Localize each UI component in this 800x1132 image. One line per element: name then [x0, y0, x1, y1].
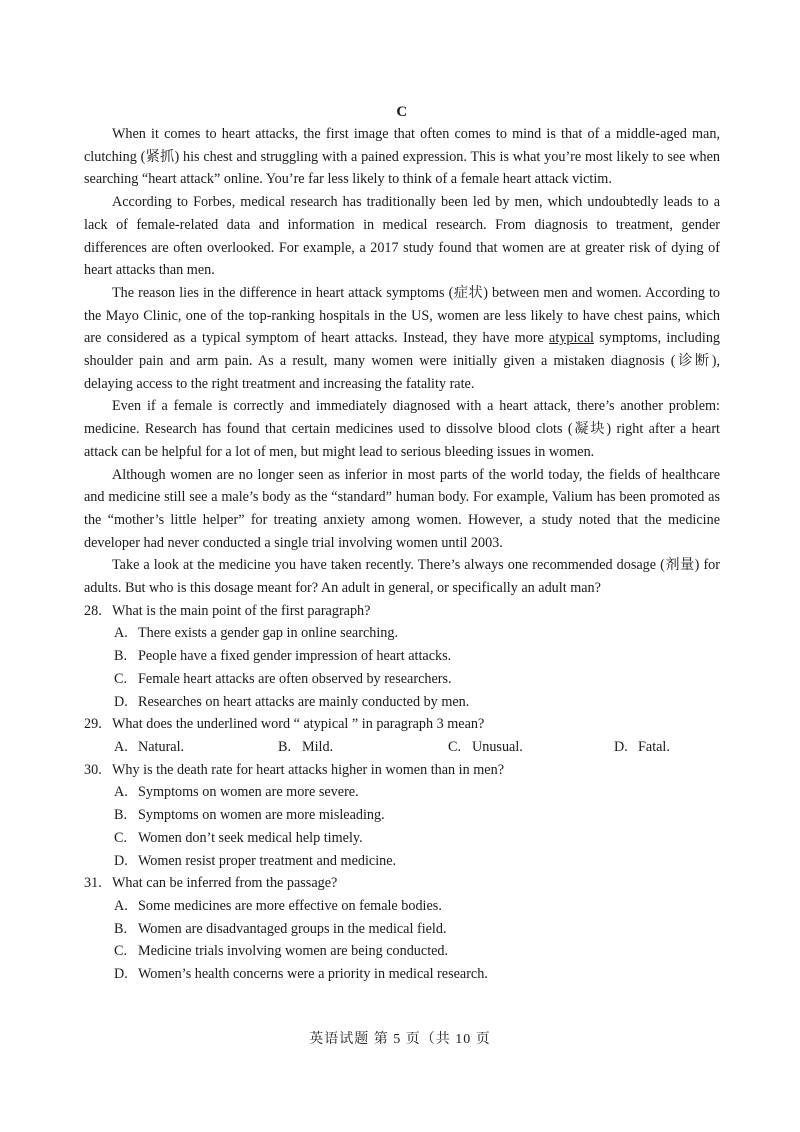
question-31: [84, 872, 720, 986]
question-text: What can be inferred from the passage?: [112, 875, 338, 892]
option-letter: D.: [614, 738, 628, 755]
question-number: 29.: [84, 716, 102, 733]
option-c[interactable]: [84, 827, 720, 850]
question-30: [84, 759, 720, 873]
option-text: Some medicines are more effective on female bodies.: [138, 897, 442, 914]
option-letter: B.: [114, 648, 128, 665]
question-stem: [84, 600, 720, 623]
option-b[interactable]: [84, 645, 720, 668]
option-text: People have a fixed gender impression of heart attacks.: [138, 648, 452, 665]
option-text: Researches on heart attacks are mainly conducted by men.: [138, 693, 470, 710]
question-stem: [84, 759, 720, 782]
option-b[interactable]: [278, 736, 448, 759]
paragraph-3-before: The reason lies in the difference in heart attack symptoms (症状) between men and women. According to the Mayo Clinic, one of the top-ranking hospitals in the US, women are less likely to have chest pains, which are considered as a typical symptom of heart attacks. Instead, they have more: [84, 284, 720, 347]
question-29: [84, 713, 720, 758]
question-number: 28.: [84, 602, 102, 619]
paragraph-6: Take a look at the medicine you have taken recently. There’s always one recommended dosage (剂量) for adults. But who is this dosage meant for? An adult in general, or specifically an adult man?: [84, 557, 720, 597]
option-letter: C.: [114, 670, 128, 687]
option-text: Medicine trials involving women are being conducted.: [138, 943, 449, 960]
option-letter: B.: [114, 807, 128, 824]
paragraph-1: When it comes to heart attacks, the first image that often comes to mind is that of a middle-aged man, clutching (紧抓) his chest and struggling with a pained expression. This is what you’re most likely to see when searching “heart attack” online. You’re far less likely to think of a female heart attack victim.: [84, 126, 720, 188]
option-letter: D.: [114, 966, 128, 983]
option-text: Natural.: [138, 738, 185, 755]
option-text: There exists a gender gap in online searching.: [138, 625, 399, 642]
option-c[interactable]: [84, 668, 720, 691]
question-28: [84, 600, 720, 714]
option-d[interactable]: [84, 850, 720, 873]
question-stem: [84, 872, 720, 895]
option-b[interactable]: [84, 804, 720, 827]
option-letter: B.: [114, 920, 128, 937]
page-footer: 英语试题 第 5 页（共 10 页: [309, 1032, 491, 1047]
option-text: Women resist proper treatment and medicine.: [138, 852, 397, 869]
option-letter: C.: [114, 829, 128, 846]
option-a[interactable]: [114, 736, 278, 759]
option-text: Symptoms on women are more misleading.: [138, 807, 385, 824]
option-row: [84, 736, 720, 759]
option-letter: A.: [114, 625, 128, 642]
option-text: Women are disadvantaged groups in the medical field.: [138, 920, 447, 937]
option-letter: A.: [114, 784, 128, 801]
option-letter: B.: [278, 738, 292, 755]
option-text: Symptoms on women are more severe.: [138, 784, 359, 801]
option-text: Mild.: [302, 738, 334, 755]
option-a[interactable]: [84, 781, 720, 804]
option-text: Fatal.: [638, 738, 670, 755]
option-text: Unusual.: [472, 738, 523, 755]
question-number: 31.: [84, 875, 102, 892]
exam-page: [84, 104, 720, 986]
question-text: Why is the death rate for heart attacks higher in women than in men?: [112, 761, 504, 778]
paragraph-4: Even if a female is correctly and immediately diagnosed with a heart attack, there’s another problem: medicine. Research has found that certain medicines used to dissolve blood clots (凝块) right after a heart attack can be helpful for a lot of men, but might lead to serious bleeding issues in women.: [84, 398, 720, 460]
option-letter: D.: [114, 693, 128, 710]
paragraph-2: According to Forbes, medical research has traditionally been led by men, which undoubtedly leads to a lack of female-related data and information in medical research. From diagnosis to treatment, gender differences are often overlooked. For example, a 2017 study found that women are at greater risk of dying of heart attacks than men.: [84, 194, 720, 279]
question-number: 30.: [84, 761, 102, 778]
option-letter: A.: [114, 738, 128, 755]
option-letter: C.: [114, 943, 128, 960]
option-a[interactable]: [84, 622, 720, 645]
option-text: Women’s health concerns were a priority in medical research.: [138, 966, 488, 983]
option-d[interactable]: [84, 963, 720, 986]
question-text: What does the underlined word “ atypical ” in paragraph 3 mean?: [112, 716, 485, 733]
option-c[interactable]: [448, 736, 614, 759]
paragraph-5: Although women are no longer seen as inferior in most parts of the world today, the fields of healthcare and medicine still see a male’s body as the “standard” human body. For example, Valium has been promoted as the “mother’s little helper” for treating anxiety among women. However, a study noted that the medicine developer had never conducted a single trial involving women until 2003.: [84, 466, 720, 551]
question-stem: [84, 713, 720, 736]
option-letter: D.: [114, 852, 128, 869]
option-letter: C.: [448, 738, 462, 755]
option-text: Women don’t seek medical help timely.: [138, 829, 363, 846]
paragraph-3-after: symptoms, including shoulder pain and arm pain. As a result, many women were initially given a mistaken diagnosis (诊断), delaying access to the right treatment and increasing the fatality rate.: [84, 330, 721, 392]
underlined-word: atypical: [549, 330, 594, 347]
option-b[interactable]: [84, 918, 720, 941]
option-letter: A.: [114, 897, 128, 914]
option-c[interactable]: [84, 940, 720, 963]
option-a[interactable]: [84, 895, 720, 918]
option-d[interactable]: [84, 691, 720, 714]
paragraph-3: [84, 282, 720, 396]
option-d[interactable]: [614, 736, 670, 759]
question-text: What is the main point of the first paragraph?: [112, 602, 371, 619]
option-text: Female heart attacks are often observed by researchers.: [138, 670, 452, 687]
section-title: C: [396, 104, 408, 120]
